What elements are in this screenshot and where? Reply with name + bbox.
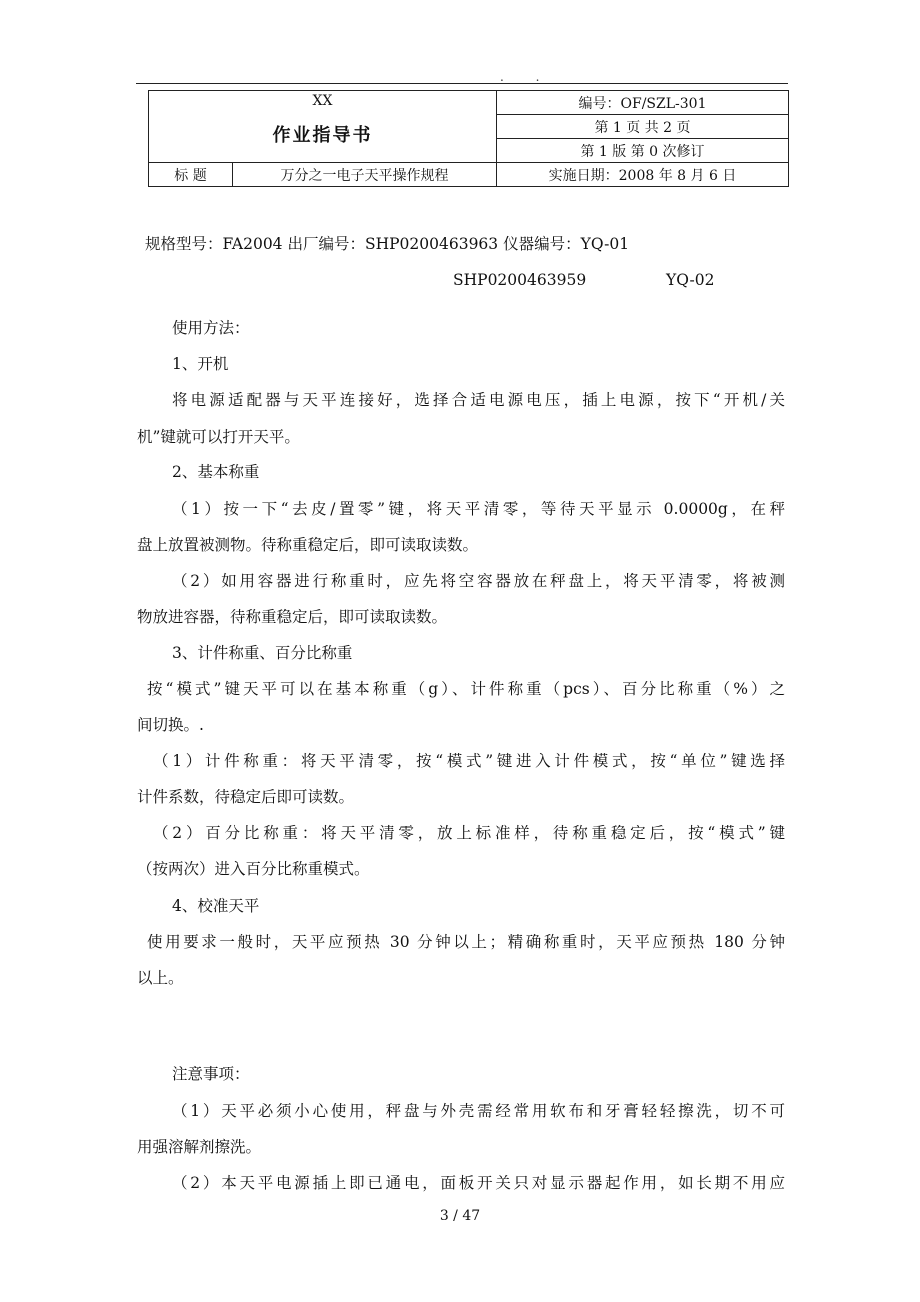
org-name: XX [312, 93, 333, 109]
instrument-number-2: YQ-02 [666, 271, 715, 289]
section-4-title: 4、校准天平 [172, 897, 260, 915]
section-2-title: 2、基本称重 [172, 463, 260, 481]
title-value: 万分之一电子天平操作规程 [233, 163, 497, 187]
effective-date: 实施日期：2008 年 8 月 6 日 [497, 163, 789, 187]
spec-line: 规格型号：FA2004 出厂编号：SHP0200463963 仪器编号：YQ-01 [145, 235, 630, 253]
edition-info: 第 1 版 第 0 次修订 [497, 139, 789, 163]
section-2-item-1-end: 盘上放置被测物。待称重稳定后，即可读取读数。 [137, 536, 479, 554]
section-4-para: 使用要求一般时，天平应预热 30 分钟以上；精确称重时，天平应预热 180 分钟 [147, 933, 785, 951]
section-3-item-1-end: 计件系数，待稳定后即可读数。 [137, 788, 355, 806]
section-3-item-2: （2）百分比称重：将天平清零，放上标准样，待称重稳定后，按“模式”键 [153, 824, 785, 842]
doc-code: 编号：OF/SZL-301 [497, 91, 789, 115]
section-4-para-end: 以上。 [137, 969, 184, 987]
section-3-item-1: （1）计件称重：将天平清零，按“模式”键进入计件模式，按“单位”键选择 [153, 752, 785, 770]
section-2-item-1: （1）按一下“去皮/置零”键，将天平清零，等待天平显示 0.0000g，在秤 [172, 500, 785, 518]
section-3-para-end: 间切换。. [137, 716, 204, 734]
note-2: （2）本天平电源插上即已通电，面板开关只对显示器起作用，如长期不用应 [172, 1174, 785, 1192]
header-rule [136, 83, 788, 84]
org-cell [149, 91, 497, 163]
section-2-item-2: （2）如用容器进行称重时，应先将空容器放在秤盘上，将天平清零，将被测 [172, 572, 785, 590]
notes-title: 注意事项： [172, 1065, 250, 1083]
section-1-para-end: 机”键就可以打开天平。 [137, 428, 300, 446]
header-table [148, 90, 789, 187]
page-info: 第 1 页 共 2 页 [497, 115, 789, 139]
section-3-title: 3、计件称重、百分比称重 [172, 644, 353, 662]
section-3-para: 按“模式”键天平可以在基本称重（g）、计件称重（pcs）、百分比称重（%）之 [147, 680, 785, 698]
section-1-para: 将电源适配器与天平连接好，选择合适电源电压，插上电源，按下“开机/关 [172, 391, 785, 409]
title-label: 标 题 [149, 163, 233, 187]
section-1-title: 1、开机 [172, 355, 229, 373]
usage-title: 使用方法： [172, 319, 250, 337]
note-1-end: 用强溶解剂擦洗。 [137, 1138, 262, 1156]
note-1: （1）天平必须小心使用，秤盘与外壳需经常用软布和牙膏轻轻擦洗，切不可 [172, 1102, 785, 1120]
page-number: 3 / 47 [439, 1208, 481, 1224]
doc-title: 作业指导书 [272, 125, 373, 146]
serial-number-2: SHP0200463959 [453, 271, 587, 289]
header-dots: . . [500, 70, 554, 84]
section-3-item-2-end: （按两次）进入百分比称重模式。 [137, 860, 370, 878]
section-2-item-2-end: 物放进容器，待称重稳定后，即可读取读数。 [137, 608, 448, 626]
